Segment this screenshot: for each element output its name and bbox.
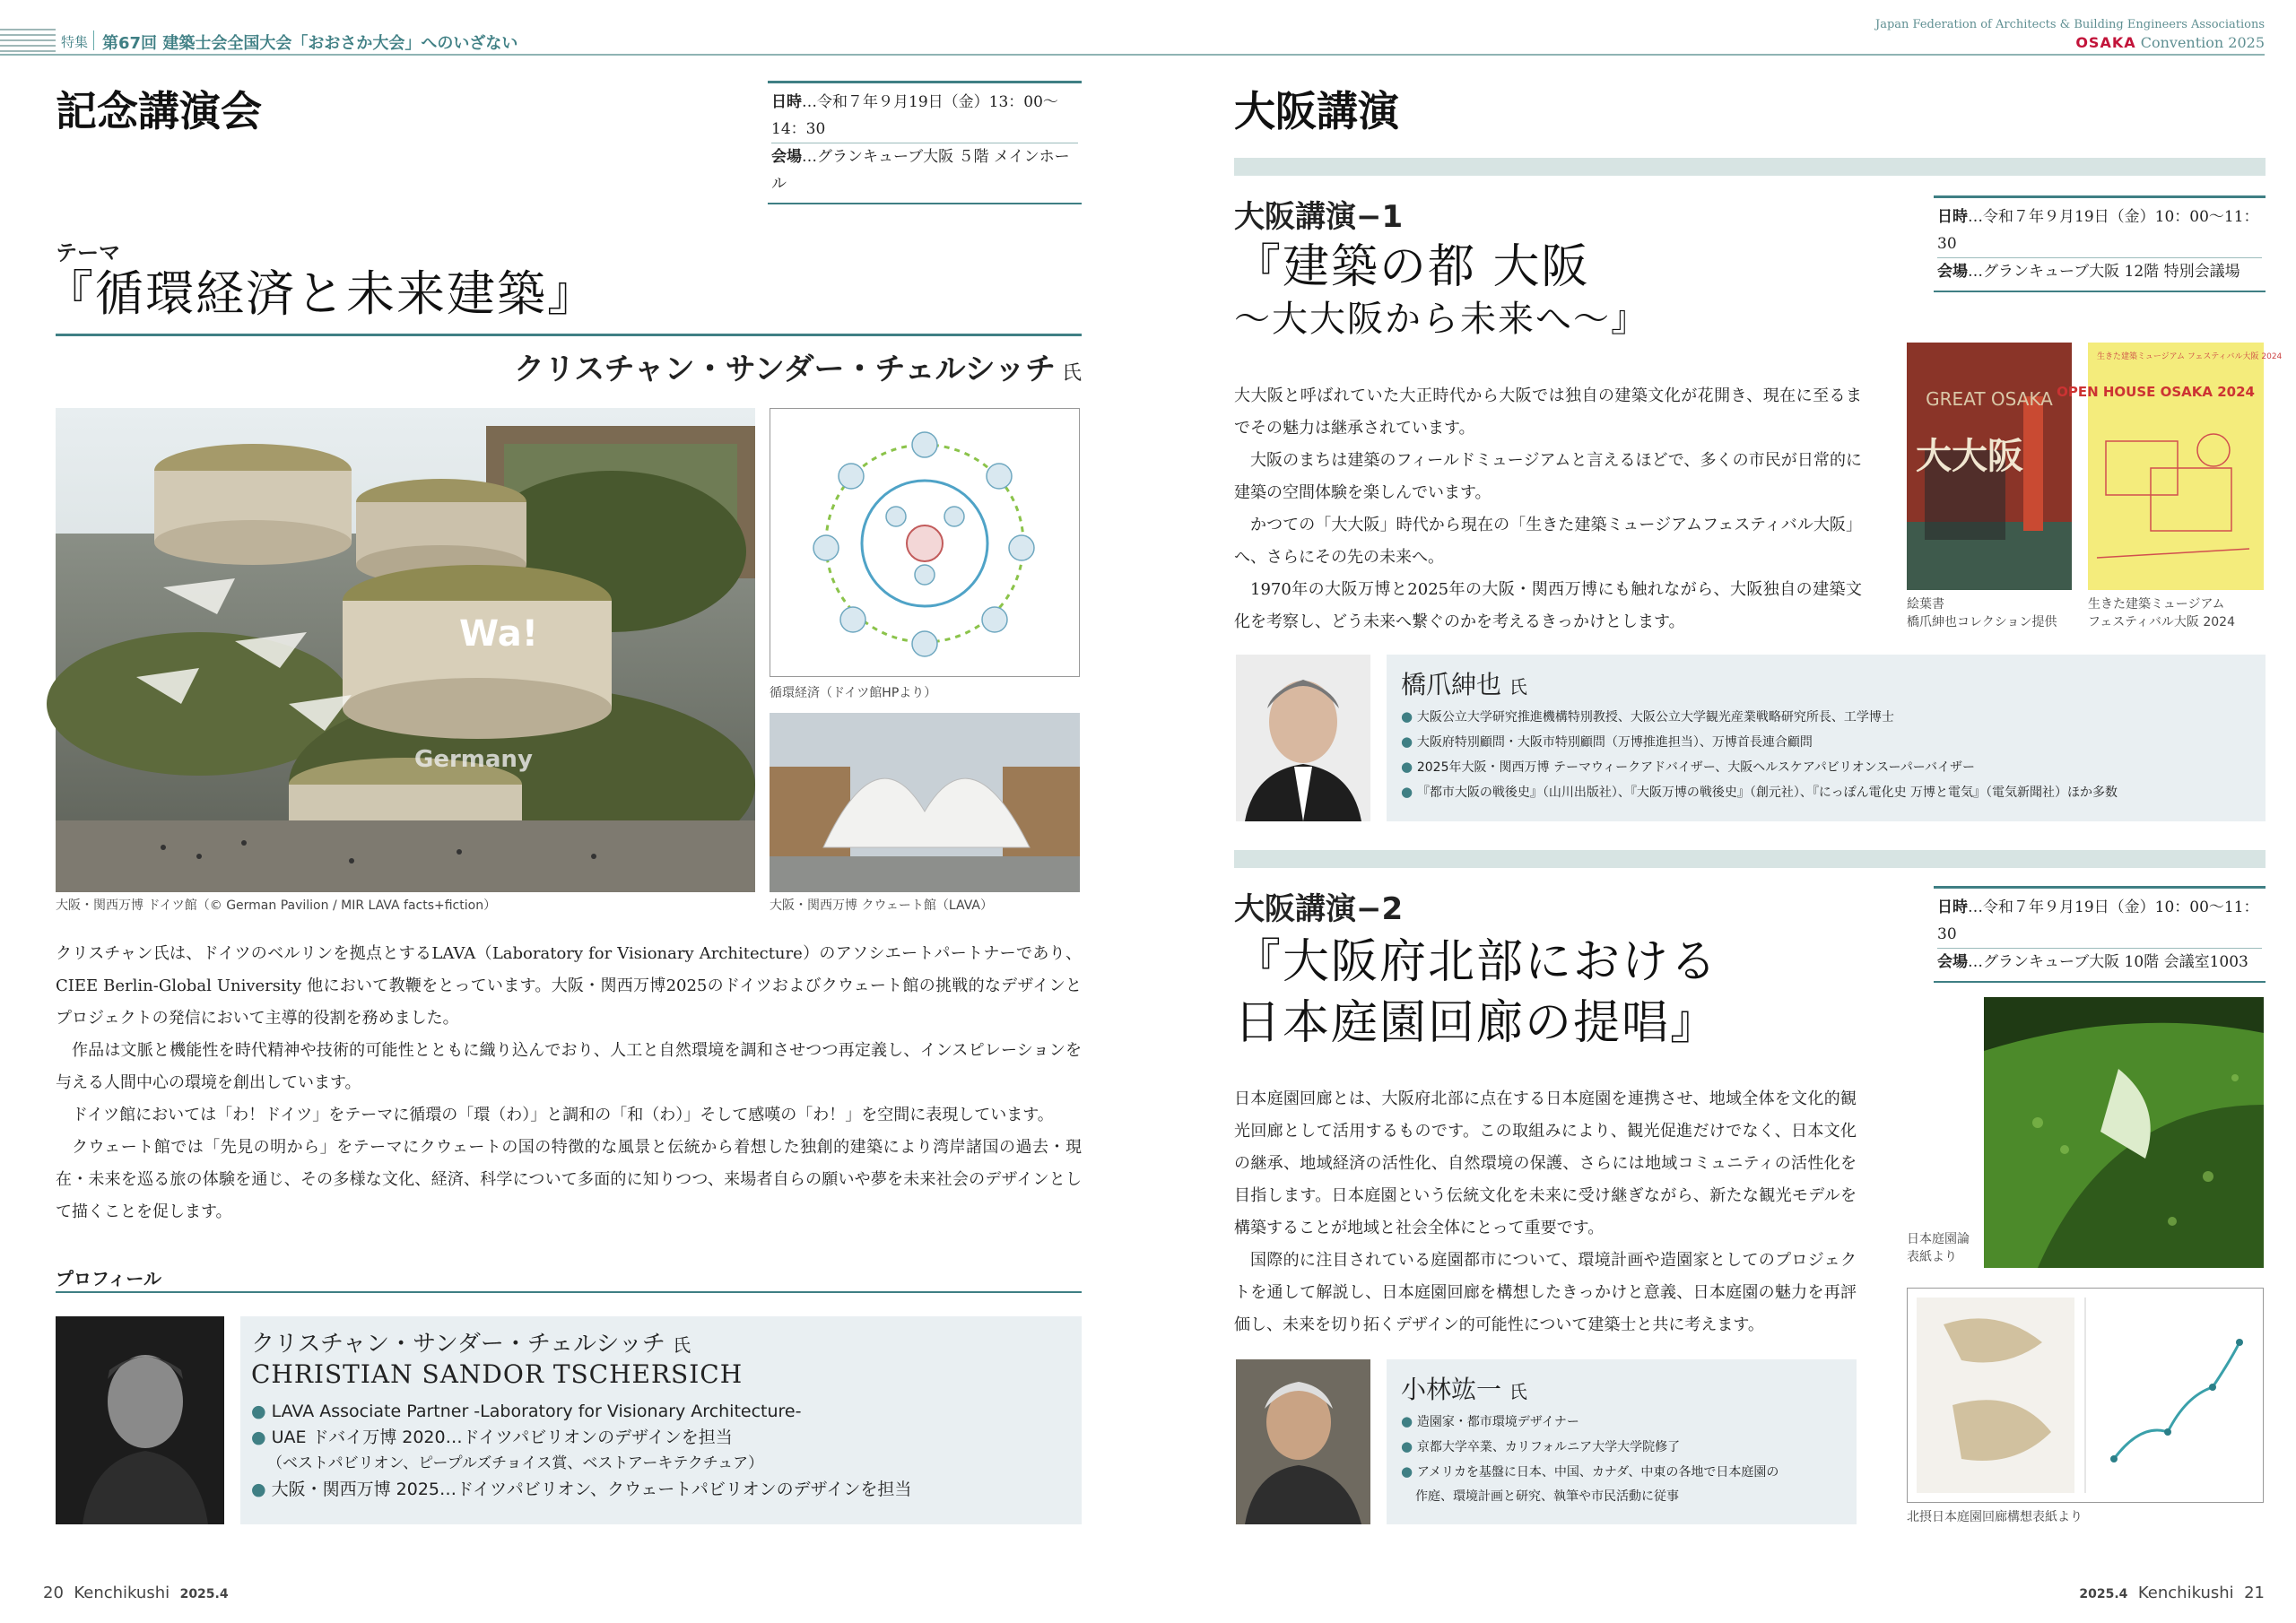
lecture2-title-line2: 日本庭園回廊の提唱』 — [1234, 996, 1719, 1050]
profile-bullet-3: ● 大阪・関西万博 2025…ドイツパビリオン、クウェートパビリオンのデザインを担当 — [251, 1480, 912, 1499]
header-tag: 特集 — [61, 34, 89, 50]
map-caption: 北摂日本庭園回廊構想表紙より — [1907, 1510, 2083, 1524]
lecture2-paragraph-2: 国際的に注目されている庭園都市について、環境計画や造園家としてのプロジェクトを通して解説し、日本庭園回廊を構想したきっかけと意義、日本庭園の魅力を再評価し、未来を切り拓くデザイン的可能性について建築士と共に考えます。 — [1234, 1251, 1857, 1334]
lecture1-heading: 大阪講演−1 — [1234, 199, 1404, 235]
kobayashi-portrait — [1236, 1359, 1370, 1524]
postcard-caption: 絵葉書 橋爪紳也コレクション提供 — [1907, 597, 2057, 629]
left-body-text — [56, 938, 1082, 1228]
lecture2-title-line1: 『大阪府北部における — [1234, 935, 1719, 989]
kuwait-pavilion-photo — [770, 713, 1080, 892]
postcard-text-top: GREAT OSAKA — [1926, 388, 2053, 410]
hashizume-profile-box — [1387, 655, 2266, 821]
poster-caption: 生きた建築ミュージアム フェスティバル大阪 2024 — [2088, 597, 2235, 629]
lecture1-title-line1: 『建築の都 大阪 — [1234, 240, 1590, 294]
left-paragraph-4: クウェート館では「先見の明から」をテーマにクウェートの国の特徴的な風景と伝統から着想した独創的建築により湾岸諸国の過去・現在・未来を巡る旅の体験を通じ、その多様な文化、経済、科学について多面的に知りつつ、来場者自らの願いや夢を未来社会のデザインとして描くことを促します。 — [56, 1138, 1082, 1221]
kobayashi-bullet-3: ● アメリカを基盤に日本、中国、カナダ、中東の各地で日本庭園の — [1401, 1463, 1779, 1480]
lecture1-schedule-box — [1934, 195, 2266, 292]
lecture1-venue: 会場…グランキューブ大阪 12階 特別会議場 — [1937, 263, 2240, 281]
circular-economy-diagram — [770, 408, 1080, 677]
profile-bullet-1: ● LAVA Associate Partner -Laboratory for Visionary Architecture- — [251, 1402, 802, 1421]
lecture1-date: 日時…令和７年９月19日（金）10：00〜11：30 — [1937, 204, 2262, 258]
left-schedule-date: 日時…令和７年９月19日（金）13：00〜14：30 — [771, 89, 1078, 143]
lecture2-band — [1234, 850, 2266, 868]
profile-bullet-2-note: （ベストパビリオン、ピープルズチョイス賞、ベストアーキテクチュア） — [267, 1454, 764, 1472]
hashizume-bullet-2: ● 大阪府特別顧問・大阪市特別顧問（万博推進担当）、万博首長連合顧問 — [1401, 733, 1813, 750]
profile-rule — [56, 1291, 1082, 1293]
osaka-logo: OSAKA — [2075, 34, 2136, 51]
theme-label: テーマ — [56, 240, 120, 265]
left-paragraph-1: クリスチャン氏は、ドイツのベルリンを拠点とするLAVA（Laboratory for Visionary Architecture）のアソシエートパートナーであり、CIEE Berlin-Global University 他において教鞭をとっています。大阪・関西万博2025のドイツおよびクウェート館の挑戦的なデザインとプロジェクトの発信において主導的役割を務めました。 — [56, 944, 1082, 1028]
christian-portrait — [56, 1316, 224, 1524]
christian-profile-box — [240, 1316, 1082, 1524]
wa-sign: Wa! — [459, 613, 538, 655]
hashizume-bullet-1: ● 大阪公立大学研究推進機構特別教授、大阪公立大学観光産業戦略研究所長、工学博士 — [1401, 708, 1894, 725]
garden-cover-photo — [1984, 997, 2264, 1268]
kobayashi-bullet-3-cont: 作庭、環境計画と研究、執筆や市民活動に従事 — [1415, 1489, 1679, 1504]
great-osaka-postcard — [1907, 343, 2072, 590]
footer-right: 2025.4 Kenchikushi 21 — [2079, 1584, 2265, 1602]
kobayashi-profile-box — [1387, 1359, 1857, 1524]
profile-bullet-2: ● UAE ドバイ万博 2020…ドイツパビリオンのデザインを担当 — [251, 1428, 733, 1447]
lecture1-body — [1234, 380, 1862, 638]
profile-name-en: CHRISTIAN SANDOR TSCHERSICH — [251, 1359, 744, 1389]
german-pavilion-photo — [56, 408, 755, 892]
hashizume-bullet-3: ● 2025年大阪・関西万博 テーマウィークアドバイザー、大阪ヘルスケアパビリオンスーパーバイザー — [1401, 759, 1976, 775]
lecture2-paragraph-1: 日本庭園回廊とは、大阪府北部に点在する日本庭園を連携させ、地域全体を文化的観光回廊として活用するものです。この取組みにより、観光促進だけでなく、日本文化の継承、地域経済の活性化、自然環境の保護、さらには地域コミュニティの活性化を目指します。日本庭園という伝統文化を未来に受け継ぎながら、新たな観光モデルを構築することが地域と社会全体にとって重要です。 — [1234, 1089, 1857, 1237]
left-section-title: 記念講演会 — [56, 87, 262, 135]
lecture1-paragraph-2: 大阪のまちは建築のフィールドミュージアムと言えるほどで、多くの市民が日常的に建築の空間体験を楽しんでいます。 — [1234, 451, 1862, 502]
open-house-osaka-poster — [2057, 343, 2283, 590]
profile-name-jp: クリスチャン・サンダー・チェルシッチ 氏 — [251, 1331, 691, 1358]
germany-sign: Germany — [414, 746, 533, 773]
kuwait-caption: 大阪・関西万博 クウェート館（LAVA） — [770, 898, 993, 913]
lecture1-band — [1234, 158, 2266, 176]
poster-en-title: OPEN HOUSE OSAKA 2024 — [2057, 384, 2255, 400]
lecture1-paragraph-3: かつての「大大阪」時代から現在の「生きた建築ミュージアムフェスティバル大阪」へ、さらにその先の未来へ。 — [1234, 516, 1862, 567]
left-paragraph-3: ドイツ館においては「わ！ドイツ」をテーマに循環の「環（わ）」と調和の「和（わ）」そして感嘆の「わ！」を空間に表現しています。 — [72, 1106, 1054, 1124]
lecture2-schedule-box — [1934, 886, 2266, 983]
theme-title: 『循環経済と未来建築』 — [45, 265, 597, 322]
left-schedule-box — [768, 81, 1082, 204]
right-section-title: 大阪講演 — [1234, 87, 1399, 135]
postcard-text-big: 大大阪 — [1916, 435, 2023, 477]
left-schedule-venue: 会場…グランキューブ大阪 ５階 メインホール — [771, 148, 1070, 193]
german-pavilion-caption: 大阪・関西万博 ドイツ館（© German Pavilion / MIR LAVA facts+fiction） — [56, 898, 497, 913]
kobayashi-bullet-2: ● 京都大学卒業、カリフォルニア大学大学院修了 — [1401, 1438, 1681, 1454]
header-separator — [93, 30, 94, 50]
profile-bullets — [251, 1399, 1067, 1503]
kobayashi-name: 小林竑一 氏 — [1401, 1375, 1527, 1404]
diagram-caption: 循環経済（ドイツ館HPより） — [770, 686, 937, 700]
hashizume-name: 橋爪紳也 氏 — [1401, 670, 1527, 699]
lecture2-heading: 大阪講演−2 — [1234, 891, 1404, 927]
left-paragraph-2: 作品は文脈と機能性を時代精神や技術的可能性とともに織り込んでおり、人工と自然環境を調和させつつ再定義し、インスピレーションを与える人間中心の環境を創出しています。 — [56, 1041, 1082, 1092]
hashizume-bullet-4: ● 『都市大阪の戦後史』（山川出版社）、『大阪万博の戦後史』（創元社）、『にっぽん電化史 万博と電気』（電気新聞社）ほか多数 — [1401, 784, 2118, 800]
lecture1-title-line2: 〜大大阪から未来へ〜』 — [1234, 299, 1648, 340]
footer-left: 20 Kenchikushi 2025.4 — [43, 1584, 229, 1602]
theme-rule — [56, 334, 1082, 336]
header-rule — [0, 54, 2265, 56]
header-decoration — [0, 29, 56, 56]
garden-caption: 日本庭園論 表紙より — [1907, 1232, 1970, 1264]
poster-small-text: 生きた建築ミュージアム フェスティバル大阪 2024 — [2097, 352, 2283, 361]
profile-heading: プロフィール — [56, 1268, 161, 1289]
hashizume-bullets — [1401, 705, 2253, 805]
lecture1-paragraph-1: 大大阪と呼ばれていた大正時代から大阪では独自の建築文化が花開き、現在に至るまでその魅力は継承されています。 — [1234, 386, 1862, 438]
keynote-speaker: クリスチャン・サンダー・チェルシッチ 氏 — [513, 352, 1082, 387]
header-title: 第67回 建築士会全国大会「おおさか大会」へのいざない — [102, 34, 518, 53]
kobayashi-bullets — [1401, 1410, 1849, 1509]
convention-logo — [1883, 34, 2265, 51]
hokusetsu-map-cover — [1907, 1288, 2264, 1503]
lecture2-venue: 会場…グランキューブ大阪 10階 会議室1003 — [1937, 953, 2248, 971]
kobayashi-bullet-1: ● 造園家・都市環境デザイナー — [1401, 1413, 1579, 1429]
federation-name: Japan Federation of Architects & Building Engineers Associations — [1874, 18, 2265, 31]
hashizume-portrait — [1236, 655, 1370, 821]
lecture2-date: 日時…令和７年９月19日（金）10：00〜11：30 — [1937, 894, 2262, 949]
lecture2-body — [1234, 1083, 1857, 1341]
convention-label: Convention 2025 — [2140, 34, 2265, 51]
lecture1-paragraph-4: 1970年の大阪万博と2025年の大阪・関西万博にも触れながら、大阪独自の建築文化を考察し、どう未来へ繋ぐのかを考えるきっかけとします。 — [1234, 580, 1862, 631]
